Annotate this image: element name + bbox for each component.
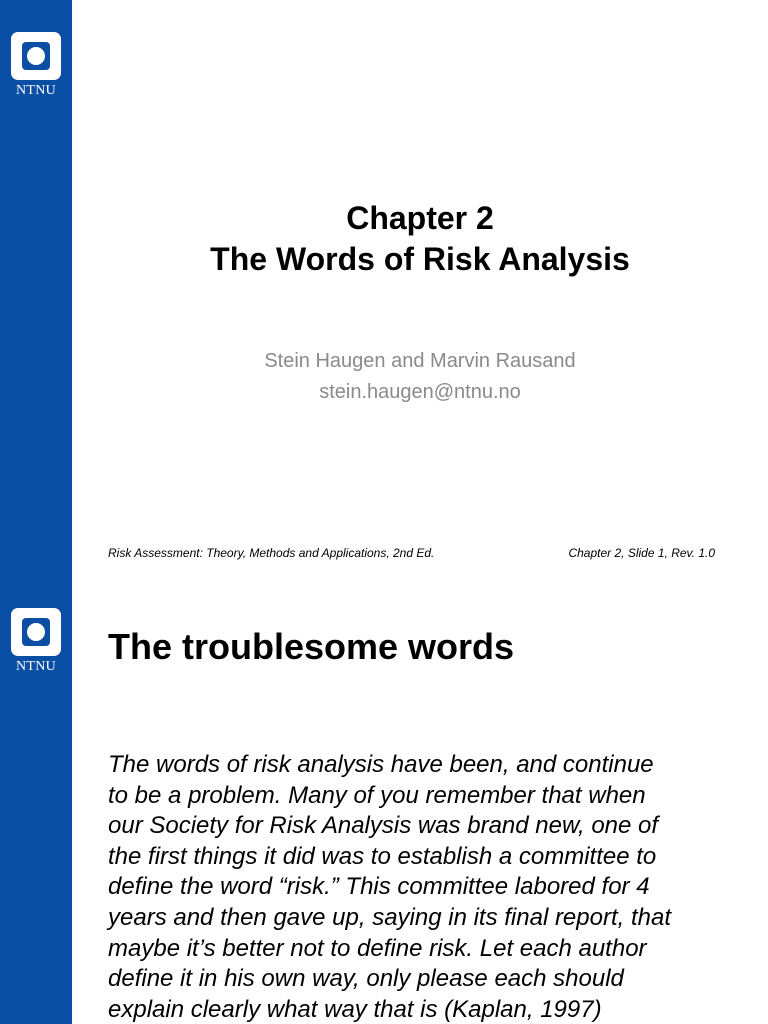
quote-line: define the word “risk.” This committee labored for 4 [108, 873, 650, 901]
ntnu-logo-icon [11, 32, 61, 80]
footer-slide-number: Chapter 2, Slide 1, Rev. 1.0 [568, 546, 715, 560]
slide-title [72, 198, 768, 280]
ntnu-logo [11, 608, 61, 675]
logo-text: NTNU [15, 83, 57, 98]
sidebar [0, 0, 72, 580]
sidebar [0, 580, 72, 1024]
quote-line: to be a problem. Many of you remember that when [108, 781, 646, 809]
ntnu-logo-icon [11, 608, 61, 656]
email-link[interactable]: stein.haugen@ntnu.no [319, 381, 521, 403]
authors: Stein Haugen and Marvin Rausand [264, 350, 576, 372]
quote-block [108, 750, 728, 1024]
footer-book-title: Risk Assessment: Theory, Methods and Applications, 2nd Ed. [108, 546, 435, 560]
author-block [72, 346, 768, 408]
logo-text: NTNU [15, 659, 57, 674]
quote-line: our Society for Risk Analysis was brand new, one of [108, 812, 659, 840]
ntnu-logo [11, 32, 61, 99]
quote-line: maybe it’s better not to define risk. Let each author [108, 934, 647, 962]
quote-line: explain clearly what way that is (Kaplan, 1997) [108, 995, 602, 1023]
content-slide [0, 580, 768, 1024]
title-line: The Words of Risk Analysis [210, 241, 630, 277]
quote-line: The words of risk analysis have been, and continue [108, 751, 654, 778]
slide-heading: The troublesome words [108, 626, 515, 667]
quote-line: years and then gave up, saying in its final report, that [108, 903, 672, 931]
quote-line: the first things it did was to establish a committee to [108, 842, 657, 870]
title-line: Chapter 2 [346, 200, 494, 236]
quote-line: define it in his own way, only please each should [108, 965, 624, 993]
